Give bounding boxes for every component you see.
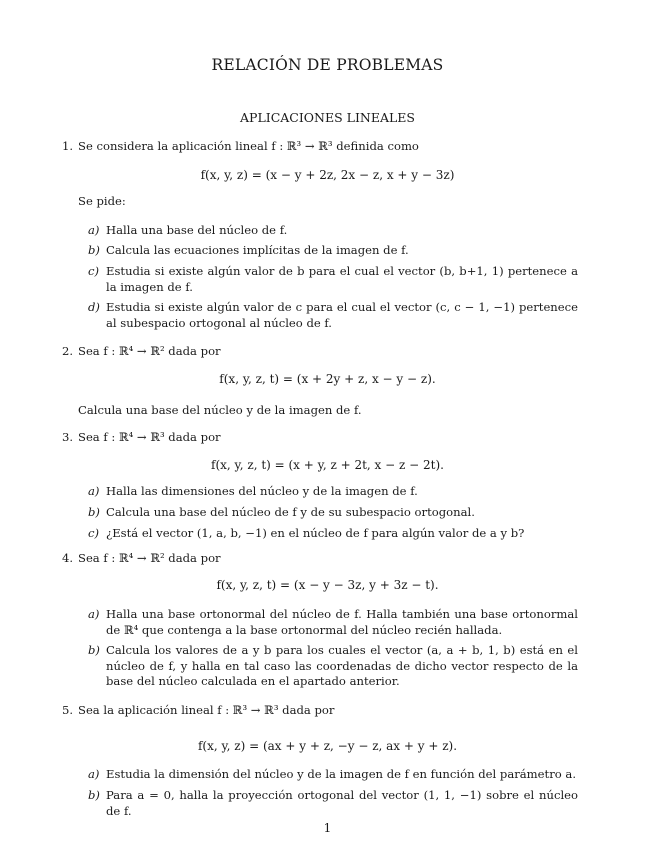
problem-prompt: Se pide: [78,194,126,208]
problem-equation: f(x, y, z, t) = (x − y − 3z, y + 3z − t). [216,578,439,592]
problem-intro: Sea f : ℝ⁴ → ℝ² dada por [78,344,221,358]
part-text: Estudia la dimensión del núcleo y de la imagen de f en función del parámetro a. [106,767,577,781]
part-label: a) [88,223,100,237]
problem-equation: f(x, y, z, t) = (x + 2y + z, x − y − z). [219,372,436,386]
page-number: 1 [323,821,332,835]
problem-intro: Se considera la aplicación lineal f : ℝ³ → ℝ³ definida como [78,139,419,153]
part-text: Estudia si existe algún valor de b para el cual el vector (b, b+1, 1) pertenece a la imagen de f. [106,264,578,294]
problem-intro: Sea la aplicación lineal f : ℝ³ → ℝ³ dada por [78,703,335,717]
part-label: b) [88,243,100,257]
part-text: Halla las dimensiones del núcleo y de la imagen de f. [106,484,418,498]
part-label: c) [88,526,100,540]
part-label: d) [88,300,100,314]
problem-number: 1. [62,139,74,153]
part-label: b) [88,643,100,657]
part-text: Calcula las ecuaciones implícitas de la imagen de f. [106,243,409,257]
part-text: Para a = 0, halla la proyección ortogonal del vector (1, 1, −1) sobre el núcleo de f. [106,788,578,818]
problem-equation: f(x, y, z) = (x − y + 2z, 2x − z, x + y − 3z) [200,168,455,182]
part-label: a) [88,767,100,781]
problem-equation: f(x, y, z) = (ax + y + z, −y − z, ax + y + z). [197,739,458,753]
section-title: APLICACIONES LINEALES [240,110,415,125]
problem-number: 4. [62,551,74,565]
problem-closing: Calcula una base del núcleo y de la imagen de f. [78,403,362,417]
part-text: Calcula los valores de a y b para los cuales el vector (a, a + b, 1, b) está en el núcleo de f, y halla en tal caso las coordenadas de dicho vector respecto de la base del núcleo calculada en el apartado anterior. [106,643,578,688]
problem-intro: Sea f : ℝ⁴ → ℝ³ dada por [78,430,221,444]
part-label: a) [88,607,100,621]
part-text: Halla una base ortonormal del núcleo de f. Halla también una base ortonormal de ℝ⁴ que contenga a la base ortonormal del núcleo recién hallada. [106,607,578,637]
problem-equation: f(x, y, z, t) = (x + y, z + 2t, x − z − 2t). [211,458,444,472]
part-text: ¿Está el vector (1, a, b, −1) en el núcleo de f para algún valor de a y b? [106,526,525,540]
part-text: Calcula una base del núcleo de f y de su subespacio ortogonal. [106,505,475,519]
problem-intro: Sea f : ℝ⁴ → ℝ² dada por [78,551,221,565]
problem-number: 2. [62,344,74,358]
part-label: b) [88,788,100,802]
part-text: Estudia si existe algún valor de c para el cual el vector (c, c − 1, −1) pertenece al subespacio ortogonal al núcleo de f. [106,300,578,330]
problem-number: 3. [62,430,74,444]
part-label: c) [88,264,100,278]
problem-number: 5. [62,703,74,717]
part-label: a) [88,484,100,498]
page-title: RELACIÓN DE PROBLEMAS [211,56,444,74]
part-label: b) [88,505,100,519]
part-text: Halla una base del núcleo de f. [106,223,288,237]
